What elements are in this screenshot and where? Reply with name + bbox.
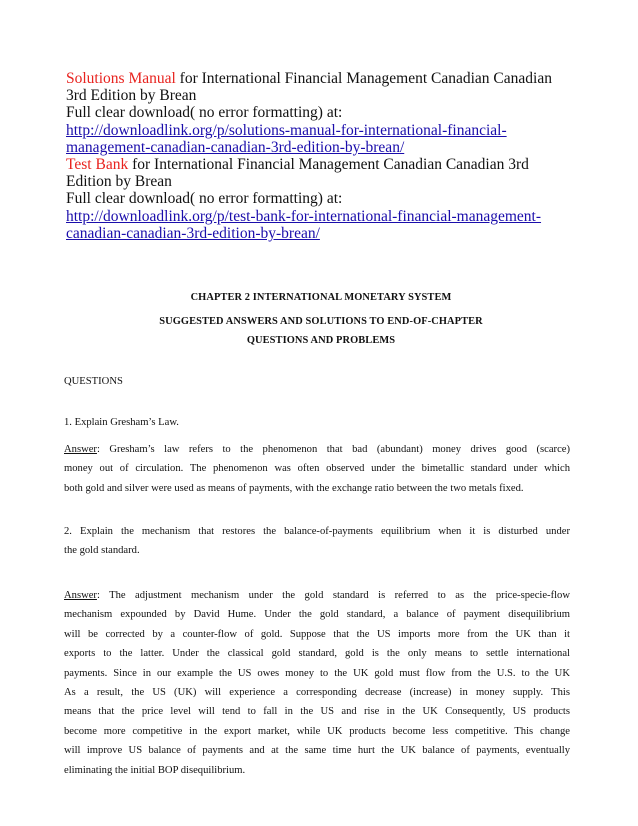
test-bank-link-part-2[interactable]: canadian-canadian-3rd-edition-by-brean/ (66, 224, 320, 242)
download-header (66, 70, 576, 242)
answer-1-line: both gold and silver were used as means of payments, with the exchange ratio between the two metals fixed. (64, 482, 524, 494)
answer-2-line: eliminating the initial BOP disequilibrium. (64, 764, 246, 776)
test-bank-title: for International Financial Management Canadian Canadian 3rd (128, 156, 529, 174)
answer-2-line: As a result, the US (UK) will experience a corresponding decrease (increase) in money supply. This (64, 687, 570, 699)
questions-heading: QUESTIONS (64, 376, 123, 387)
test-bank-label: Test Bank (66, 156, 129, 174)
answer-1-line: Answer: Gresham’s law refers to the phenomenon that bad (abundant) money drives good (scarce) (64, 444, 570, 455)
solutions-manual-title-line-1 (66, 70, 576, 87)
answer-2-line: will be corrected by a counter-flow of gold. Suppose that the US imports more from the UK than it (64, 628, 570, 640)
answer-2-line: become more competitive in the export market, while UK products become less competitive. This change (64, 725, 570, 737)
chapter-title: CHAPTER 2 INTERNATIONAL MONETARY SYSTEM (190, 292, 452, 303)
test-bank-note: Full clear download( no error formatting) at: (66, 190, 343, 208)
answer-label: Answer (64, 444, 97, 455)
answer-2-line: means that the price level will tend to fall in the US and rise in the UK Consequently, US products (64, 706, 570, 718)
answer-2-line: will improve US balance of payments and at the same time hurt the UK balance of payments, eventually (64, 745, 570, 757)
answer-2-line: Answer: The adjustment mechanism under the gold standard is referred to as the price-specie-flow (64, 590, 570, 601)
chapter-subtitle-line-1: SUGGESTED ANSWERS AND SOLUTIONS TO END-OF-CHAPTER (159, 316, 483, 327)
question-2 (64, 522, 570, 561)
solutions-manual-title-line-2: 3rd Edition by Brean (66, 87, 197, 105)
test-bank-title-line-1 (66, 156, 576, 173)
answer-2-line: payments. Since in our example the US owes money to the UK gold must flow from the U.S. to the UK (64, 667, 570, 679)
answer-1 (64, 440, 570, 498)
test-bank-title-line-2: Edition by Brean (66, 173, 172, 191)
solutions-manual-link-part-2[interactable]: management-canadian-canadian-3rd-edition-by-brean/ (66, 138, 405, 156)
solutions-manual-note: Full clear download( no error formatting) at: (66, 104, 343, 122)
solutions-manual-label: Solutions Manual (66, 70, 176, 87)
answer-2 (64, 586, 570, 780)
test-bank-link-part-1[interactable]: http://downloadlink.org/p/test-bank-for-international-financial-management- (66, 207, 542, 225)
question-2-line: 2. Explain the mechanism that restores the balance-of-payments equilibrium when it is disturbed under (64, 526, 570, 537)
answer-label: Answer (64, 590, 97, 601)
answer-1-line: money out of circulation. The phenomenon was often observed under the bimetallic standard under which (64, 463, 570, 475)
answer-2-line: mechanism expounded by David Hume. Under the gold standard, a balance of payment disequilibrium (64, 609, 570, 621)
answer-2-line: exports to the latter. Under the classical gold standard, gold is the only means to settle international (64, 648, 570, 660)
question-2-line: the gold standard. (64, 545, 140, 557)
question-1: 1. Explain Gresham’s Law. (64, 417, 179, 428)
solutions-manual-title: for International Financial Management Canadian Canadian (175, 70, 552, 87)
solutions-manual-link-part-1[interactable]: http://downloadlink.org/p/solutions-manual-for-international-financial- (66, 121, 507, 139)
chapter-subtitle-line-2: QUESTIONS AND PROBLEMS (246, 335, 396, 346)
